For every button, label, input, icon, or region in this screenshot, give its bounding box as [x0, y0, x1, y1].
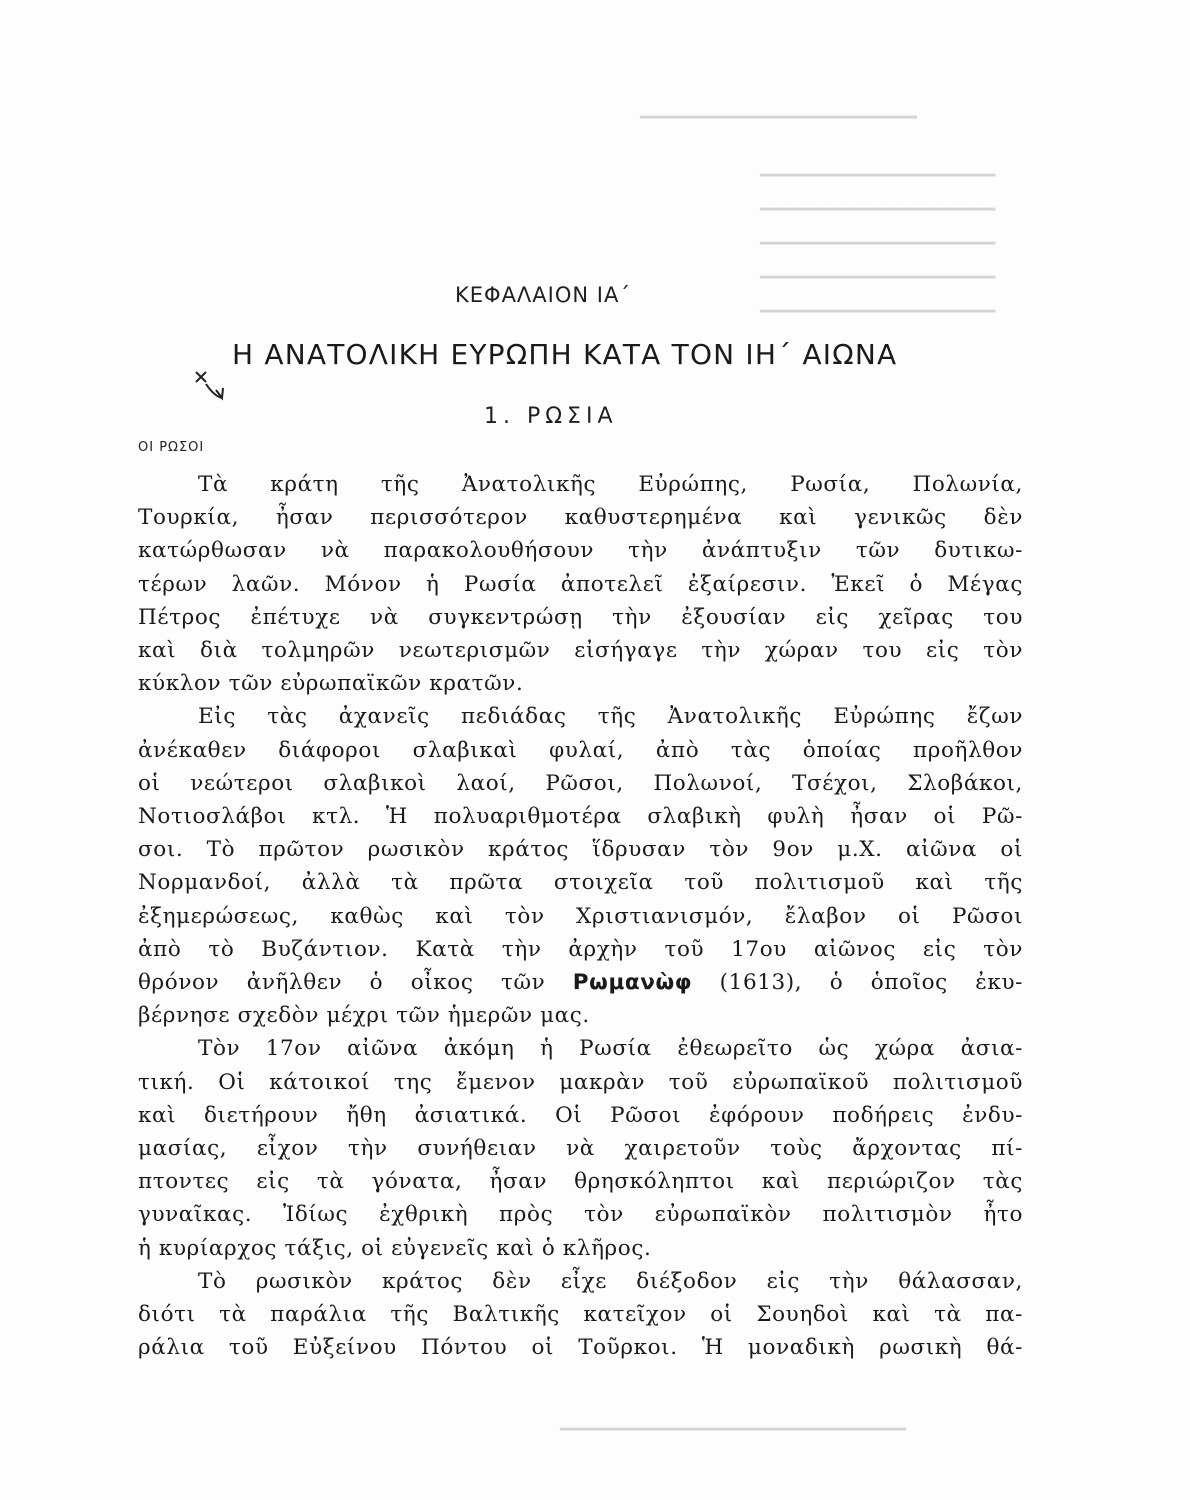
margin-note: ΟΙ ΡΩΣΟΙ	[138, 440, 205, 455]
text-line: μασίας, εἶχον τὴν συνήθειαν νὰ χαιρετοῦν τοὺς ἄρχοντας πί-	[138, 1136, 1023, 1162]
text-line: Τὰ κράτη τῆς Ἀνατολικῆς Εὐρώπης, Ρωσία, Πολωνία,	[198, 472, 1023, 497]
text-line: ἐξημερώσεως, καθὼς καὶ τὸν Χριστιανισμόν, ἔλαβον οἱ Ρῶσοι	[138, 903, 1023, 929]
text-line: Νοτιοσλάβοι κτλ. Ἡ πολυαριθμοτέρα σλαβικὴ φυλὴ ἦσαν οἱ Ρῶ-	[138, 804, 1023, 830]
text-line: σοι. Τὸ πρῶτον ρωσικὸν κράτος ἵδρυσαν τὸν 9ον μ.Χ. αἰῶνα οἱ	[138, 837, 1023, 863]
text-line: κύκλον τῶν εὐρωπαϊκῶν κρατῶν.	[138, 671, 524, 697]
text-line: ἀνέκαθεν διάφοροι σλαβικαὶ φυλαί, ἀπὸ τὰς ὁποίας προῆλθον	[138, 737, 1023, 763]
paragraph	[138, 1032, 1023, 1264]
text-line: οἱ νεώτεροι σλαβικοὶ λαοί, Ρῶσοι, Πολωνοί, Τσέχοι, Σλοβάκοι,	[138, 770, 1023, 796]
text-line: Πέτρος ἐπέτυχε νὰ συγκεντρώσῃ τὴν ἐξουσίαν εἰς χεῖρας του	[138, 604, 1023, 630]
text-line: Τουρκία, ἦσαν περισσότερον καθυστερημένα καὶ γενικῶς δὲν	[138, 505, 1023, 531]
section-title: 1. ΡΩΣΙΑ	[484, 404, 618, 429]
text-line: τέρων λαῶν. Μόνον ἡ Ρωσία ἀποτελεῖ ἐξαίρεσιν. Ἐκεῖ ὁ Μέγας	[138, 571, 1023, 597]
bleed-through-top: ▁▁▁▁▁▁▁▁▁▁▁▁▁▁▁▁▁▁▁▁	[640, 98, 917, 119]
paragraph	[138, 700, 1023, 1032]
text-line: Τὸν 17ον αἰῶνα ἀκόμη ἡ Ρωσία ἐθεωρεῖτο ὡς χώρα ἀσια-	[198, 1036, 1023, 1062]
text-line: τική. Οἱ κάτοικοί της ἔμενον μακρὰν τοῦ εὐρωπαϊκοῦ πολιτισμοῦ	[138, 1069, 1023, 1095]
paragraph	[138, 1265, 1023, 1365]
text-line: ράλια τοῦ Εὐξείνου Πόντου οἱ Τοῦρκοι. Ἡ μοναδικὴ ρωσικὴ θά-	[138, 1335, 1023, 1361]
text-line: Νορμανδοί, ἀλλὰ τὰ πρῶτα στοιχεῖα τοῦ πολιτισμοῦ καὶ τῆς	[138, 870, 1023, 896]
text-line: διότι τὰ παράλια τῆς Βαλτικῆς κατεῖχον οἱ Σουηδοὶ καὶ τὰ πα-	[138, 1302, 1023, 1328]
chapter-title: Η ΑΝΑΤΟΛΙΚΗ ΕΥΡΩΠΗ ΚΑΤΑ ΤΟΝ ΙΗ΄ ΑΙΩΝΑ	[232, 338, 898, 371]
pen-annotation-icon	[192, 362, 232, 406]
bleed-through-mid: ▁▁▁▁▁▁▁▁▁▁▁▁▁▁▁▁▁ ▁▁▁▁▁▁▁▁▁▁▁▁▁▁▁▁▁ ▁▁▁▁▁▁▁▁▁▁▁▁▁▁▁▁▁ ▁▁▁▁▁▁▁▁▁▁▁▁▁▁▁▁▁ ▁▁▁▁▁▁▁▁▁▁▁▁▁▁▁▁▁	[760, 156, 996, 313]
text-line: Τὸ ρωσικὸν κράτος δὲν εἶχε διέξοδον εἰς τὴν θάλασσαν,	[198, 1268, 1023, 1294]
bold-name: Ρωμανὼφ	[572, 970, 693, 996]
text-line: Εἰς τὰς ἀχανεῖς πεδιάδας τῆς Ἀνατολικῆς Εὐρώπης ἔζων	[198, 704, 1023, 730]
chapter-label: ΚΕΦΑΛΑΙΟΝ ΙΑ΄	[455, 283, 631, 307]
text-line: πτοντες εἰς τὰ γόνατα, ἦσαν θρησκόληπτοι καὶ περιώριζον τὰς	[138, 1169, 1023, 1195]
body-text	[138, 468, 1023, 1364]
text-line: καὶ διὰ τολμηρῶν νεωτερισμῶν εἰσήγαγε τὴν χώραν του εἰς τὸν	[138, 638, 1023, 664]
bleed-through-bottom: ▁▁▁▁▁▁▁▁▁▁▁▁▁▁▁▁▁▁▁▁▁▁▁▁▁	[560, 1410, 907, 1431]
text-line: γυναῖκας. Ἰδίως ἐχθρικὴ πρὸς τὸν εὐρωπαϊκὸν πολιτισμὸν ἦτο	[138, 1202, 1023, 1228]
text-line: βέρνησε σχεδὸν μέχρι τῶν ἡμερῶν μας.	[138, 1003, 590, 1029]
text-line-with-bold: θρόνον ἀνῆλθεν ὁ οἶκος τῶν Ρωμανὼφ (1613), ὁ ὁποῖος ἐκυ-	[138, 970, 1023, 996]
text-line: καὶ διετήρουν ἤθη ἀσιατικά. Οἱ Ρῶσοι ἐφόρουν ποδήρεις ἐνδυ-	[138, 1102, 1023, 1128]
text-line: ἀπὸ τὸ Βυζάντιον. Κατὰ τὴν ἀρχὴν τοῦ 17ου αἰῶνος εἰς τὸν	[138, 936, 1023, 962]
text-line: κατώρθωσαν νὰ παρακολουθήσουν τὴν ἀνάπτυξιν τῶν δυτικω-	[138, 538, 1023, 564]
paragraph	[138, 468, 1023, 700]
text-line: ἡ κυρίαρχος τάξις, οἱ εὐγενεῖς καὶ ὁ κλῆρος.	[138, 1235, 652, 1261]
